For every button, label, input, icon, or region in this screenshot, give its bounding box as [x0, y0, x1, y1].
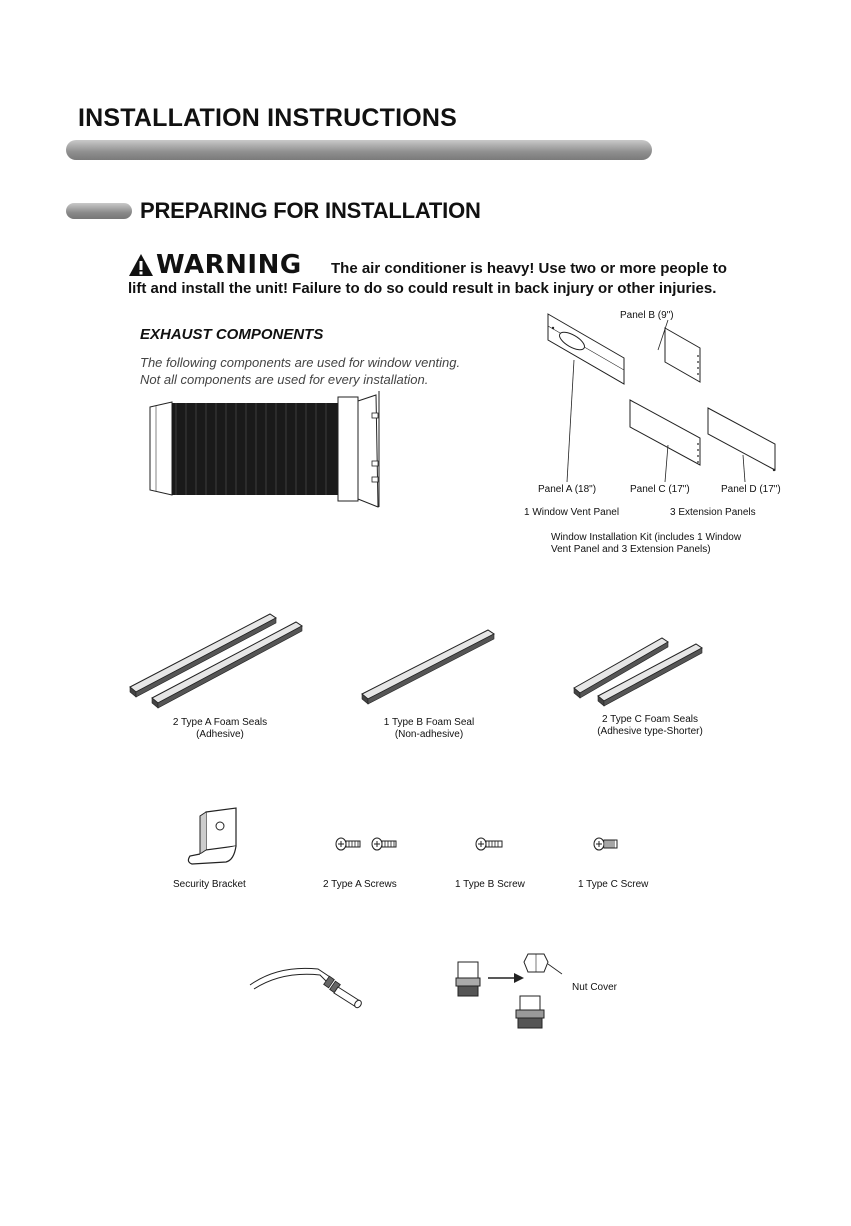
section-title: PREPARING FOR INSTALLATION: [140, 198, 481, 223]
seal-c-label: [580, 714, 720, 738]
title-bar: [66, 140, 652, 160]
warning-label-group: [128, 250, 302, 280]
seal-b-line1: 1 Type B Foam Seal: [383, 717, 475, 728]
type-a-screws-label: 2 Type A Screws: [323, 879, 397, 890]
type-c-screw-illustration: [592, 835, 626, 855]
seal-a-line1: 2 Type A Foam Seals: [172, 717, 268, 728]
panel-a-label: Panel A (18"): [538, 484, 597, 495]
seal-b-label: [359, 717, 499, 741]
foam-seals-type-c: [572, 636, 712, 711]
foam-seals-type-a: [128, 612, 308, 712]
kit-line1: Window Installation Kit (includes 1 Window: [551, 532, 742, 543]
seal-a-label: [150, 717, 290, 741]
exhaust-desc-line1: The following components are used for window venting.: [140, 355, 461, 370]
type-c-screw-label: 1 Type C Screw: [578, 879, 649, 890]
panel-d-label: Panel D (17"): [721, 484, 781, 495]
window-panels-illustration: [520, 300, 820, 490]
foam-seal-type-b: [360, 628, 510, 708]
exhaust-description: [140, 354, 460, 388]
fitting-nut-cover-illustration: [452, 948, 562, 1030]
type-a-screws-illustration: [334, 835, 400, 855]
seal-c-line1: 2 Type C Foam Seals: [602, 714, 698, 725]
warning-text-line2: lift and install the unit! Failure to do so could result in back injury or other injuries.: [128, 280, 717, 297]
exhaust-title: EXHAUST COMPONENTS: [140, 326, 324, 343]
exhaust-hose-illustration: [146, 395, 386, 510]
warning-text-line1: The air conditioner is heavy! Use two or more people to: [331, 260, 727, 277]
security-bracket-illustration: [186, 806, 246, 868]
vent-panel-label: 1 Window Vent Panel: [524, 507, 620, 518]
seal-b-line2: (Non-adhesive): [394, 729, 464, 740]
warning-label: WARNING: [156, 250, 302, 280]
kit-line2: Vent Panel and 3 Extension Panels): [551, 544, 711, 555]
seal-c-line2: (Adhesive type-Shorter): [597, 726, 703, 737]
drain-hose-illustration: [248, 955, 378, 1015]
panel-c-label: Panel C (17"): [630, 484, 690, 495]
extension-panels-label: 3 Extension Panels: [670, 507, 756, 518]
kit-description: [551, 532, 741, 556]
warning-icon: [128, 253, 154, 277]
type-b-screw-illustration: [474, 835, 508, 855]
type-b-screw-label: 1 Type B Screw: [455, 879, 525, 890]
exhaust-desc-line2: Not all components are used for every installation.: [140, 372, 429, 387]
page-title: INSTALLATION INSTRUCTIONS: [78, 104, 458, 132]
nut-cover-label: Nut Cover: [572, 982, 618, 993]
panel-b-label: Panel B (9"): [620, 310, 674, 321]
security-bracket-label: Security Bracket: [173, 879, 246, 890]
section-pill: [66, 203, 132, 219]
seal-a-line2: (Adhesive): [196, 729, 244, 740]
